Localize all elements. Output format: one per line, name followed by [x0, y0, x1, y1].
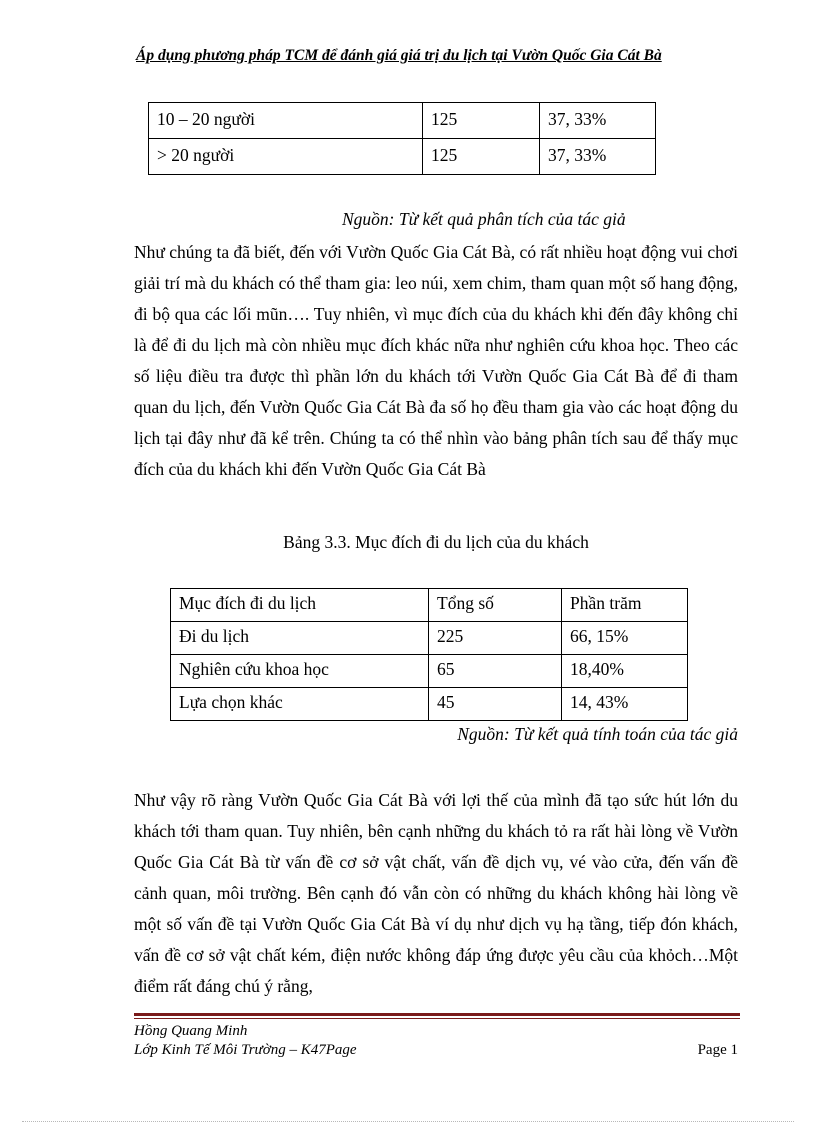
table2-source-note: Nguồn: Từ kết quả tính toán của tác giả	[457, 724, 738, 744]
footer-divider	[134, 1013, 740, 1016]
footer-author: Hồng Quang Minh	[134, 1023, 248, 1039]
table-header-cell: Mục đích đi du lịch	[171, 589, 429, 622]
table-cell: 45	[429, 688, 562, 721]
visitor-group-table	[148, 102, 656, 175]
page-edge-divider	[22, 1121, 794, 1122]
footer-class: Lớp Kinh Tế Môi Trường – K47Page	[134, 1042, 357, 1058]
body-paragraph-1: Như chúng ta đã biết, đến với Vườn Quốc Gia Cát Bà, có rất nhiều hoạt động vui chơi giải trí mà du khách có thể tham gia: leo núi, xem chim, tham quan một số hang động, đi bộ qua các lối mũn…. Tuy nhiên, vì mục đích của du khách khi đến đây không chỉ là để đi du lịch mà còn nhiều mục đích khác nữa như nghiên cứu khoa học. Theo các số liệu điều tra được thì phần lớn du khách tới Vườn Quốc Gia Cát Bà để đi tham quan du lịch, đến Vườn Quốc Gia Cát Bà đa số họ đều tham gia vào các hoạt động du lịch tại đây như đã kể trên. Chúng ta có thể nhìn vào bảng phân tích sau để thấy mục đích của du khách khi đến Vườn Quốc Gia Cát Bà	[134, 242, 738, 479]
table-row	[171, 655, 688, 688]
table-header-row	[171, 589, 688, 622]
table-cell: 66, 15%	[562, 622, 688, 655]
table-cell: 10 – 20 người	[149, 103, 423, 139]
table2-caption: Bảng 3.3. Mục đích đi du lịch của du khách	[283, 532, 589, 552]
page-number: Page 1	[697, 1042, 738, 1058]
table-row	[171, 622, 688, 655]
table-cell: 37, 33%	[540, 139, 656, 175]
table-cell: 18,40%	[562, 655, 688, 688]
table-row	[149, 139, 656, 175]
table-cell: 37, 33%	[540, 103, 656, 139]
table-cell: Đi du lịch	[171, 622, 429, 655]
table1-source-note: Nguồn: Từ kết quả phân tích của tác giả	[342, 209, 626, 229]
table-row	[149, 103, 656, 139]
table-header-cell: Tổng số	[429, 589, 562, 622]
body-paragraph-2: Như vậy rõ ràng Vườn Quốc Gia Cát Bà với lợi thế của mình đã tạo sức hút lớn du khách tới tham quan. Tuy nhiên, bên cạnh những du khách tỏ ra rất hài lòng về Vườn Quốc Gia Cát Bà từ vấn đề cơ sở vật chất, vấn đề dịch vụ, vé vào cửa, đến vấn đề cảnh quan, môi trường. Bên cạnh đó vẫn còn có những du khách không hài lòng về một số vấn đề tại Vườn Quốc Gia Cát Bà ví dụ như dịch vụ hạ tầng, tiếp đón khách, vấn đề cơ sở vật chất kém, điện nước không đáp ứng được yêu cầu của khỏch…Một điểm rất đáng chú ý rằng,	[134, 790, 738, 996]
table-cell: 14, 43%	[562, 688, 688, 721]
page-header-title: Áp dụng phương pháp TCM để đánh giá giá trị du lịch tại Vườn Quốc Gia Cát Bà	[136, 47, 662, 64]
travel-purpose-table	[170, 588, 688, 721]
table-cell: Nghiên cứu khoa học	[171, 655, 429, 688]
table-cell: Lựa chọn khác	[171, 688, 429, 721]
table-cell: 65	[429, 655, 562, 688]
table-cell: > 20 người	[149, 139, 423, 175]
table-header-cell: Phần trăm	[562, 589, 688, 622]
table-cell: 125	[423, 139, 540, 175]
table-cell: 125	[423, 103, 540, 139]
table-cell: 225	[429, 622, 562, 655]
footer-divider-thin	[134, 1018, 740, 1019]
table-row	[171, 688, 688, 721]
